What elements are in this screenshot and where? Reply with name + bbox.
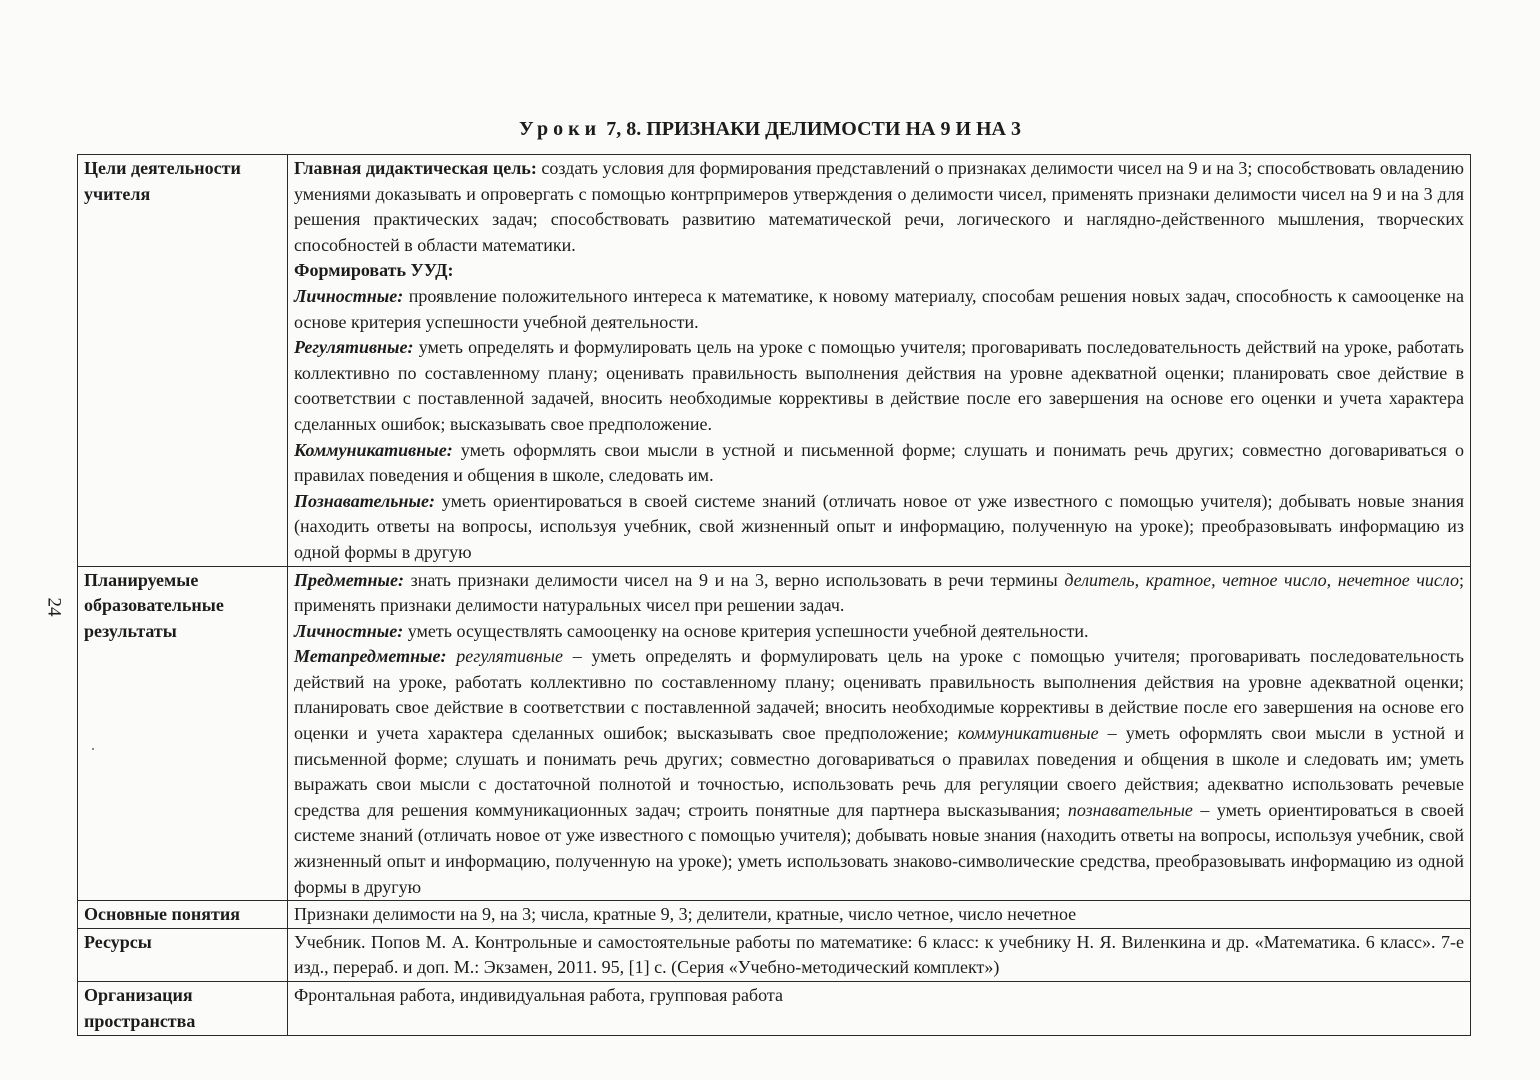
uud-communicative bbox=[294, 438, 1464, 489]
main-goal-label: Главная дидактическая цель: bbox=[294, 158, 537, 178]
result-meta-reg-text: – уметь определять и формулировать цель на уроке с помощью учителя; проговаривать последовательность действий на уроке, работать коллективно по составленному плану; оценивать правильность выполнения действия на уровне адекватной оценки; планировать свое действие в соответствии с поставленной задачей; вносить необходимые коррективы в действие после его завершения на основе его оценки и учета характера сделанных ошибок; высказывать свое предположение; bbox=[294, 646, 1464, 744]
uud-heading: Формировать УУД: bbox=[294, 260, 454, 281]
result-meta-cog-label: познавательные bbox=[1067, 799, 1193, 820]
result-subject-label: Предметные: bbox=[294, 569, 405, 590]
result-meta bbox=[294, 644, 1464, 900]
page-number: 24 bbox=[43, 597, 65, 617]
result-subject-terms: делитель, кратное, четное число, нечетное число bbox=[1064, 569, 1459, 590]
resources-label: Ресурсы bbox=[78, 928, 288, 981]
title-prefix: Уроки bbox=[518, 118, 602, 140]
result-meta-comm-text: – уметь оформлять свои мысли в устной и письменной форме; слушать и понимать речь других; совместно договариваться о правилах поведения и общения в школе и следовать им; уметь выражать свои мысли с достаточной полнотой и точностью, использовать речь для регуляции своего действия; адекватно использовать речевые средства для решения коммуникационных задач; строить понятные для партнера высказывания; bbox=[294, 723, 1464, 820]
result-meta-reg-label: регулятивные bbox=[446, 646, 563, 667]
result-subject bbox=[294, 568, 1464, 619]
result-personal-label: Личностные: bbox=[294, 620, 404, 641]
result-meta-cog-text: – уметь ориентироваться в своей системе знаний (отличать новое от уже известного с помощью учителя); добывать новые знания (находить ответы на вопросы, используя учебник, свой жизненный опыт и информацию, полученную на уроке); уметь использовать знаково-символические средства, преобразовывать информацию из одной формы в другую bbox=[294, 799, 1465, 897]
uud-communicative-label: Коммуникативные: bbox=[294, 439, 453, 460]
row-concepts bbox=[78, 901, 1471, 929]
result-subject-text2: ; применять признаки делимости натуральных чисел при решении задач. bbox=[294, 569, 1464, 616]
uud-personal-text: проявление положительного интереса к математике, к новому материалу, способам решения новых задач, способность к самооценке на основе критерия успешности учебной деятельности. bbox=[294, 285, 1464, 332]
resources-text: Учебник. Попов М. А. Контрольные и самостоятельные работы по математике: 6 класс: к учебнику Н. Я. Виленкина и др. «Математика. 6 класс». 7-е изд., перераб. и доп. М.: Экзамен, 2011. 95, [1] с. (Серия «Учебно-методический комплект») bbox=[288, 928, 1471, 981]
result-meta-label: Метапредметные: bbox=[294, 646, 447, 667]
row-results bbox=[78, 566, 1471, 901]
result-subject-text1: знать признаки делимости чисел на 9 и на 3, верно использовать в речи термины bbox=[404, 569, 1065, 590]
result-personal bbox=[294, 619, 1464, 645]
goals-content bbox=[288, 155, 1471, 567]
uud-regulative bbox=[294, 335, 1464, 437]
uud-cognitive bbox=[294, 489, 1464, 566]
organization-label: Организация пространства bbox=[78, 982, 288, 1036]
results-content bbox=[288, 566, 1471, 901]
uud-personal-label: Личностные: bbox=[294, 285, 404, 306]
row-goals bbox=[78, 155, 1471, 567]
uud-regulative-label: Регулятивные: bbox=[294, 337, 414, 358]
main-goal-text: создать условия для формирования представлений о признаках делимости чисел на 9 и на 3; способствовать овладению умениями доказывать и опровергать с помощью контрпримеров утверждения о делимости чисел, применять признаки делимости чисел на 9 и на 3 для решения практических задач; способствовать развитию математической речи, логического и наглядно-действенного мышления, творческих способностей в области математики. bbox=[294, 158, 1464, 255]
uud-personal bbox=[294, 284, 1464, 335]
uud-regulative-text: уметь определять и формулировать цель на уроке с помощью учителя; проговаривать последовательность действий на уроке, работать коллективно по составленному плану; оценивать правильность выполнения действия на уровне адекватной оценки; планировать свое действие в соответствии с поставленной задачей, вносить необходимые коррективы в действие после его завершения на основе его оценки и учета характера сделанных ошибок; высказывать свое предположение. bbox=[294, 337, 1464, 434]
row-organization bbox=[78, 982, 1471, 1036]
goals-label: Цели деятельности учителя bbox=[78, 155, 288, 567]
result-meta-comm-label: коммуникативные bbox=[957, 723, 1099, 744]
uud-communicative-text: уметь оформлять свои мысли в устной и письменной форме; слушать и понимать речь других; совместно договариваться о правилах поведения и общения в школе, следовать им. bbox=[294, 439, 1464, 486]
row-resources bbox=[78, 928, 1471, 981]
main-goal bbox=[294, 156, 1464, 258]
concepts-label: Основные понятия bbox=[78, 901, 288, 929]
uud-cognitive-text: уметь ориентироваться в своей системе знаний (отличать новое от уже известного с помощью учителя); добывать новые знания (находить ответы на вопросы, используя учебник, свой жизненный опыт и информацию, полученную на уроке); преобразовывать информацию из одной формы в другую bbox=[294, 490, 1464, 562]
organization-text: Фронтальная работа, индивидуальная работа, групповая работа bbox=[288, 982, 1471, 1036]
title-text: 7, 8. ПРИЗНАКИ ДЕЛИМОСТИ НА 9 И НА 3 bbox=[601, 118, 1022, 140]
page-title bbox=[0, 118, 1540, 141]
lesson-plan-table bbox=[77, 154, 1471, 1036]
result-personal-text: уметь осуществлять самооценку на основе критерия успешности учебной деятельности. bbox=[403, 620, 1089, 641]
uud-cognitive-label: Познавательные: bbox=[294, 490, 435, 511]
results-label: Планируемые образовательные результаты bbox=[78, 566, 288, 901]
concepts-text: Признаки делимости на 9, на 3; числа, кратные 9, 3; делители, кратные, число четное, число нечетное bbox=[288, 901, 1471, 929]
